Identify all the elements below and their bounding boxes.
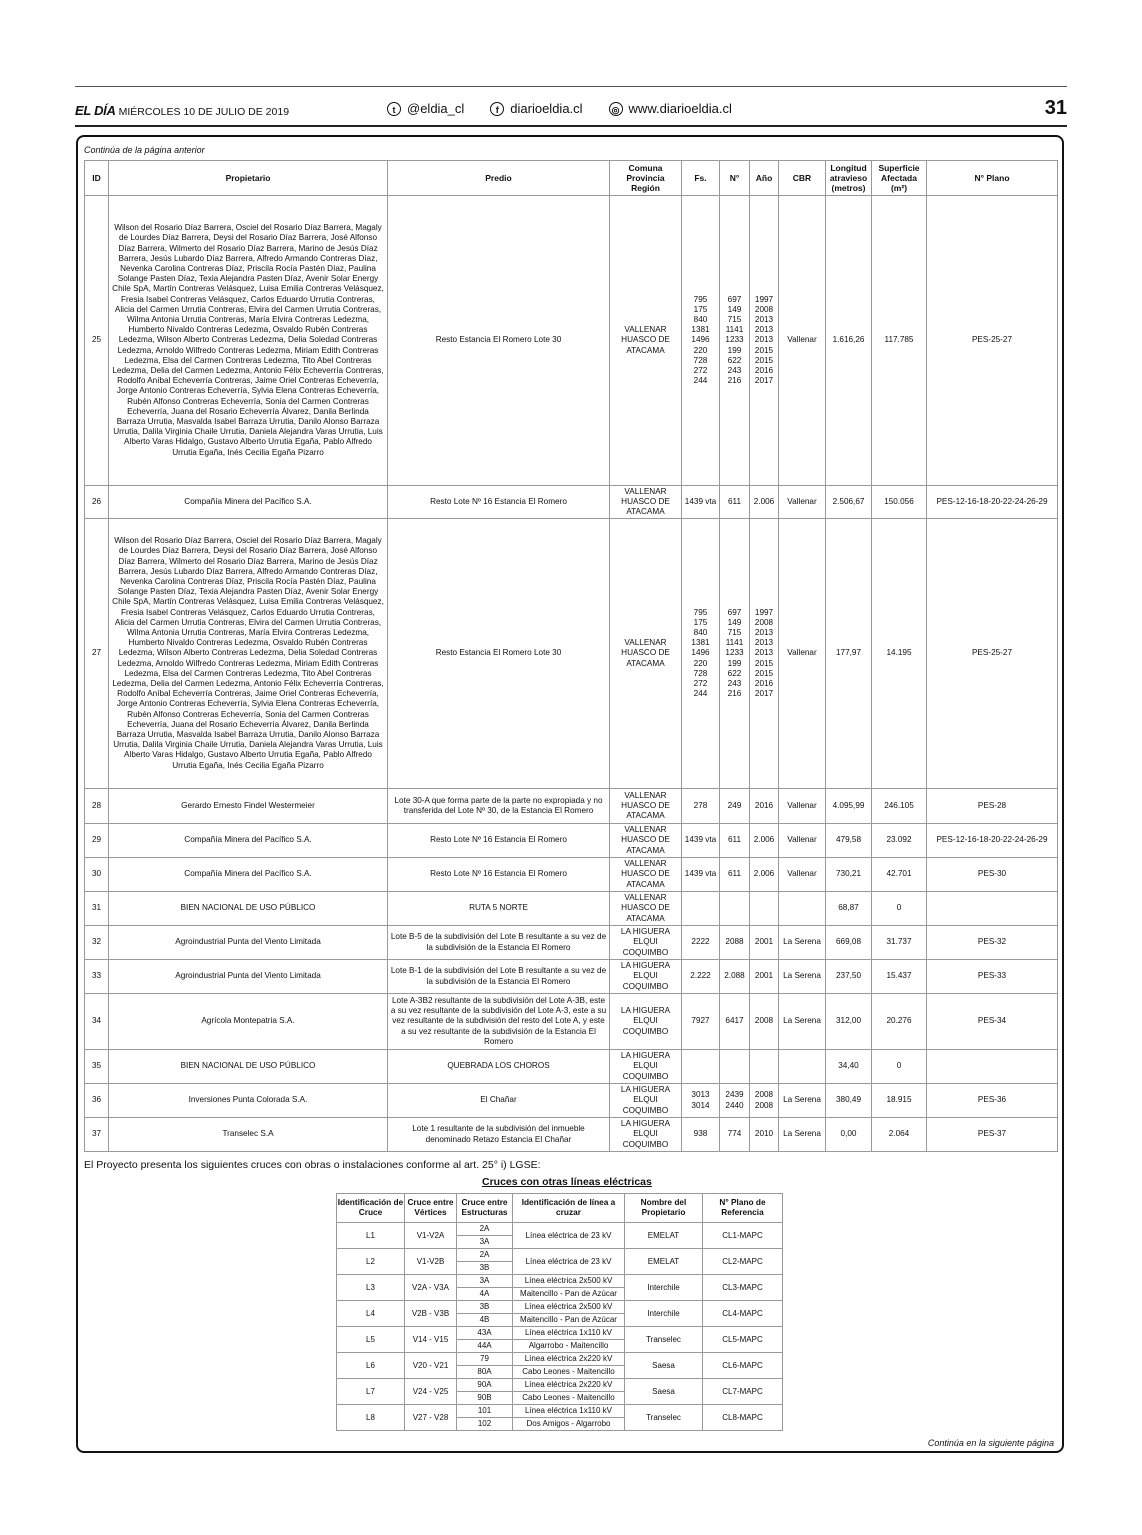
crossing-plan: CL4-MAPC (703, 1301, 783, 1327)
row-id: 34 (85, 994, 109, 1050)
row-fs: 2.222 (682, 960, 720, 994)
crossing-vertices: V1-V2B (405, 1249, 457, 1275)
row-fs: 2222 (682, 926, 720, 960)
row-area: 14.195 (872, 519, 927, 789)
continued-to-label: Continúa en la siguiente página (927, 1438, 1054, 1448)
crossing-structure-start: 43A (457, 1327, 513, 1340)
row-length: 177,97 (826, 519, 872, 789)
crossing-line-name: Línea eléctrica de 23 kV (513, 1249, 625, 1275)
row-id: 37 (85, 1118, 109, 1152)
row-number: 611 (720, 824, 750, 858)
crossing-line-name: Línea eléctrica 2x220 kV (513, 1379, 625, 1392)
row-number: 6417 (720, 994, 750, 1050)
row-plan: PES-34 (927, 994, 1058, 1050)
col-owner: Propietario (109, 161, 388, 196)
row-cbr: Vallenar (779, 789, 826, 824)
row-property: Resto Estancia El Romero Lote 30 (388, 519, 610, 789)
brand-name: EL DÍA (75, 103, 116, 118)
crossings-header-row (337, 1194, 783, 1223)
row-cbr: La Serena (779, 994, 826, 1050)
row-id: 25 (85, 196, 109, 486)
twitter-handle[interactable]: @eldia_cl (407, 101, 465, 116)
crossing-id: L1 (337, 1223, 405, 1249)
row-length: 730,21 (826, 858, 872, 892)
row-owner: Compañía Minera del Pacífico S.A. (109, 858, 388, 892)
row-owner: Wilson del Rosario Díaz Barrera, Osciel del Rosario Díaz Barrera, Magaly de Lourdes Díaz Barrera, Deysi del Rosario Díaz Barrera, José Alfonso Díaz Barrera, Wilmerto del Rosario Díaz Barrera, Marino de Jesús Díaz Barrera, Jesús Lubardo Díaz Barrera, Alfredo Armando Contreras Díaz, Nevenka Carolina Contreras Díaz, Priscila Rocía Pastén Díaz, Paulina Solange Pasten Díaz, Texia Alejandra Pasten Díaz, Avenir Solar Energy Chile SpA, Martín Contreras Velásquez, Luisa Emilia Contreras Velásquez, Fresia Isabel Contreras Velásquez, Carlos Eduardo Urrutia Contreras, Alicia del Carmen Urrutia Contreras, Elvira del Carmen Urrutia Contreras, Wilma Antonia Urrutia Contreras, María Elvira Contreras Ledezma, Humberto Nivaldo Contreras Ledezma, Osvaldo Rubén Contreras Ledezma, Wilson Alberto Contreras Ledezma, Delia Soledad Contreras Ledezma, Arnoldo Wilfredo Contreras Ledezma, Miriam Edith Contreras Ledezma, Elsa del Carmen Contreras Ledezma, Tito Abel Contreras Ledezma, Delia del Carmen Ledezma, Antonio Félix Echeverría Contreras, Rodolfo Aníbal Echeverría Contreras, Jaime Oriel Contreras Echeverría, Jorge Antonio Contreras Echeverría, Sylvia Elena Contreras Echeverría, Rubén Alfonso Contreras Echeverría, Sonia del Carmen Contreras Echeverría, Juana del Rosario Echeverría Álvarez, Danila Berlinda Barraza Urrutia, Masvalda Isabel Barraza Urrutia, Danilo Alonso Barraza Urrutia, Dalila Virginia Chaile Urrutia, Daniela Alejandra Varas Urrutia, Luis Alberto Varas Hidalgo, Gustavo Alberto Urrutia Egaña, Pablo Alfredo Urrutia Egaña, Inés Cecilia Egaña Pizarro (109, 519, 388, 789)
row-id: 32 (85, 926, 109, 960)
crossing-vertices: V1-V2A (405, 1223, 457, 1249)
row-owner: Compañía Minera del Pacífico S.A. (109, 824, 388, 858)
row-number: 697 149 715 1141 1233 199 622 243 216 (720, 196, 750, 486)
row-cbr: Vallenar (779, 824, 826, 858)
continued-from-label: Continúa de la página anterior (84, 145, 205, 155)
row-year: 2.006 (750, 858, 779, 892)
row-cbr: La Serena (779, 926, 826, 960)
row-length: 479,58 (826, 824, 872, 858)
crossing-structure-start: 2A (457, 1249, 513, 1262)
table-row (85, 1050, 1058, 1084)
crossing-structure-end: 3B (457, 1262, 513, 1275)
table-row (85, 789, 1058, 824)
row-cbr: Vallenar (779, 858, 826, 892)
col-commune: Comuna Provincia Región (610, 161, 682, 196)
row-length: 237,50 (826, 960, 872, 994)
crossing-line-name: Línea eléctrica 2x500 kV (513, 1301, 625, 1314)
row-fs (682, 1050, 720, 1084)
row-length: 380,49 (826, 1084, 872, 1118)
col-property: Predio (388, 161, 610, 196)
row-commune: VALLENAR HUASCO DE ATACAMA (610, 858, 682, 892)
row-area: 117.785 (872, 196, 927, 486)
col-area: Superficie Afectada (m²) (872, 161, 927, 196)
row-plan: PES-12-16-18-20-22-24-26-29 (927, 824, 1058, 858)
crossing-row (337, 1275, 783, 1288)
row-year (750, 892, 779, 926)
row-year: 1997 2008 2013 2013 2013 2015 2015 2016 2017 (750, 196, 779, 486)
row-fs: 278 (682, 789, 720, 824)
crossings-note: El Proyecto presenta los siguientes cruces con obras o instalaciones conforme al art. 25° i) LGSE: (84, 1159, 541, 1171)
crossing-vertices: V14 - V15 (405, 1327, 457, 1353)
row-property: Resto Lote Nº 16 Estancia El Romero (388, 824, 610, 858)
crossing-owner: Transelec (625, 1405, 703, 1431)
crossing-id: L7 (337, 1379, 405, 1405)
row-area: 15.437 (872, 960, 927, 994)
col-cbr: CBR (779, 161, 826, 196)
row-plan: PES-25-27 (927, 196, 1058, 486)
row-property: RUTA 5 NORTE (388, 892, 610, 926)
col-vertices: Cruce entre Vértices (405, 1194, 457, 1223)
row-fs: 1439 vta (682, 824, 720, 858)
crossing-row (337, 1327, 783, 1340)
crossing-id: L5 (337, 1327, 405, 1353)
crossing-id: L4 (337, 1301, 405, 1327)
crossing-owner: EMELAT (625, 1223, 703, 1249)
row-number: 611 (720, 858, 750, 892)
facebook-handle[interactable]: diarioeldia.cl (510, 101, 583, 116)
row-area: 20.276 (872, 994, 927, 1050)
crossing-line-route: Maitencillo - Pan de Azúcar (513, 1314, 625, 1327)
row-owner: Compañía Minera del Pacífico S.A. (109, 486, 388, 519)
table-row (85, 994, 1058, 1050)
row-plan: PES-37 (927, 1118, 1058, 1152)
row-plan: PES-12-16-18-20-22-24-26-29 (927, 486, 1058, 519)
row-year: 2008 (750, 994, 779, 1050)
row-commune: VALLENAR HUASCO DE ATACAMA (610, 789, 682, 824)
crossing-id: L8 (337, 1405, 405, 1431)
row-number: 2439 2440 (720, 1084, 750, 1118)
col-crossing-id: Identificación de Cruce (337, 1194, 405, 1223)
row-id: 28 (85, 789, 109, 824)
row-property: Lote A-3B2 resultante de la subdivisión del Lote A-3B, este a su vez resultante de la subdivisión del Lote A-3, este a su vez resultante de la subdivisión del resto del Lote A, y este a su vez resultante de la subdivisión de la Estancia El Romero (388, 994, 610, 1050)
row-area: 0 (872, 892, 927, 926)
crossing-id: L2 (337, 1249, 405, 1275)
masthead (75, 103, 289, 118)
table-row (85, 196, 1058, 486)
crossing-structure-start: 3B (457, 1301, 513, 1314)
row-area: 18.915 (872, 1084, 927, 1118)
row-number: 2.088 (720, 960, 750, 994)
row-id: 31 (85, 892, 109, 926)
col-number: N° (720, 161, 750, 196)
row-owner: Wilson del Rosario Díaz Barrera, Osciel del Rosario Díaz Barrera, Magaly de Lourdes Díaz Barrera, Deysi del Rosario Díaz Barrera, José Alfonso Díaz Barrera, Wilmerto del Rosario Díaz Barrera, Marino de Jesús Díaz Barrera, Jesús Lubardo Díaz Barrera, Alfredo Armando Contreras Díaz, Nevenka Carolina Contreras Díaz, Priscila Rocía Pastén Díaz, Paulina Solange Pasten Díaz, Texia Alejandra Pasten Díaz, Avenir Solar Energy Chile SpA, Martín Contreras Velásquez, Luisa Emilia Contreras Velásquez, Fresia Isabel Contreras Velásquez, Carlos Eduardo Urrutia Contreras, Alicia del Carmen Urrutia Contreras, Elvira del Carmen Urrutia Contreras, Wilma Antonia Urrutia Contreras, María Elvira Contreras Ledezma, Humberto Nivaldo Contreras Ledezma, Osvaldo Rubén Contreras Ledezma, Wilson Alberto Contreras Ledezma, Delia Soledad Contreras Ledezma, Arnoldo Wilfredo Contreras Ledezma, Miriam Edith Contreras Ledezma, Elsa del Carmen Contreras Ledezma, Tito Abel Contreras Ledezma, Delia del Carmen Ledezma, Antonio Félix Echeverría Contreras, Rodolfo Aníbal Echeverría Contreras, Jaime Oriel Contreras Echeverría, Jorge Antonio Contreras Echeverría, Sylvia Elena Contreras Echeverría, Rubén Alfonso Contreras Echeverría, Sonia del Carmen Contreras Echeverría, Juana del Rosario Echeverría Álvarez, Danila Berlinda Barraza Urrutia, Masvalda Isabel Barraza Urrutia, Danilo Alonso Barraza Urrutia, Dalila Virginia Chaile Urrutia, Daniela Alejandra Varas Urrutia, Luis Alberto Varas Hidalgo, Gustavo Alberto Urrutia Egaña, Pablo Alfredo Urrutia Egaña, Inés Cecilia Egaña Pizarro (109, 196, 388, 486)
table-row (85, 892, 1058, 926)
row-length: 34,40 (826, 1050, 872, 1084)
crossing-owner: Interchile (625, 1301, 703, 1327)
row-owner: Agrícola Montepatria S.A. (109, 994, 388, 1050)
crossing-owner: Transelec (625, 1327, 703, 1353)
row-cbr: La Serena (779, 1084, 826, 1118)
crossing-plan: CL7-MAPC (703, 1379, 783, 1405)
crossing-row (337, 1353, 783, 1366)
row-commune: VALLENAR HUASCO DE ATACAMA (610, 486, 682, 519)
row-year (750, 1050, 779, 1084)
row-commune: VALLENAR HUASCO DE ATACAMA (610, 892, 682, 926)
row-fs: 1439 vta (682, 858, 720, 892)
page-number: 31 (1044, 97, 1067, 119)
crossing-structure-end: 4A (457, 1288, 513, 1301)
row-area: 2.064 (872, 1118, 927, 1152)
row-length: 1.616,26 (826, 196, 872, 486)
row-commune: LA HIGUERA ELQUI COQUIMBO (610, 960, 682, 994)
col-structures: Cruce entre Estructuras (457, 1194, 513, 1223)
col-line-owner: Nombre del Propietario (625, 1194, 703, 1223)
crossing-structure-end: 4B (457, 1314, 513, 1327)
row-plan: PES-36 (927, 1084, 1058, 1118)
crossing-plan: CL5-MAPC (703, 1327, 783, 1353)
row-id: 26 (85, 486, 109, 519)
crossing-plan: CL8-MAPC (703, 1405, 783, 1431)
row-property: Lote B-5 de la subdivisión del Lote B resultante a su vez de la subdivisión de la Estancia El Romero (388, 926, 610, 960)
row-fs: 1439 vta (682, 486, 720, 519)
row-cbr (779, 1050, 826, 1084)
row-fs: 795 175 840 1381 1496 220 728 272 244 (682, 519, 720, 789)
row-plan: PES-28 (927, 789, 1058, 824)
row-year: 1997 2008 2013 2013 2013 2015 2015 2016 2017 (750, 519, 779, 789)
row-length: 68,87 (826, 892, 872, 926)
crossing-line-name: Línea eléctrica 2x220 kV (513, 1353, 625, 1366)
row-owner: Transelec S.A (109, 1118, 388, 1152)
row-year: 2001 (750, 926, 779, 960)
globe-icon: ◎ (609, 102, 623, 116)
facebook-icon: f (490, 102, 504, 116)
crossing-structure-start: 101 (457, 1405, 513, 1418)
crossing-row (337, 1223, 783, 1236)
row-plan (927, 892, 1058, 926)
crossing-line-route: Maitencillo - Pan de Azúcar (513, 1288, 625, 1301)
table-row (85, 926, 1058, 960)
properties-table (84, 160, 1058, 1152)
row-number: 2088 (720, 926, 750, 960)
row-property: El Chañar (388, 1084, 610, 1118)
crossing-structure-end: 90B (457, 1392, 513, 1405)
row-property: Resto Lote Nº 16 Estancia El Romero (388, 858, 610, 892)
row-fs: 7927 (682, 994, 720, 1050)
row-owner: BIEN NACIONAL DE USO PÚBLICO (109, 1050, 388, 1084)
crossing-line-route: Dos Amigos - Algarrobo (513, 1418, 625, 1431)
crossing-vertices: V2B - V3B (405, 1301, 457, 1327)
crossing-owner: Interchile (625, 1275, 703, 1301)
row-cbr: Vallenar (779, 519, 826, 789)
row-plan (927, 1050, 1058, 1084)
col-plan: N° Plano (927, 161, 1058, 196)
crossing-row (337, 1405, 783, 1418)
row-commune: LA HIGUERA ELQUI COQUIMBO (610, 1118, 682, 1152)
table-header-row (85, 161, 1058, 196)
col-id: ID (85, 161, 109, 196)
page-header (75, 86, 1067, 127)
crossing-owner: Saesa (625, 1353, 703, 1379)
col-year: Año (750, 161, 779, 196)
crossing-line-name: Línea eléctrica 1x110 kV (513, 1327, 625, 1340)
table-row (85, 960, 1058, 994)
row-id: 27 (85, 519, 109, 789)
row-length: 4.095,99 (826, 789, 872, 824)
row-fs (682, 892, 720, 926)
row-commune: VALLENAR HUASCO DE ATACAMA (610, 519, 682, 789)
row-commune: LA HIGUERA ELQUI COQUIMBO (610, 994, 682, 1050)
row-owner: Inversiones Punta Colorada S.A. (109, 1084, 388, 1118)
crossings-title: Cruces con otras líneas eléctricas (482, 1176, 652, 1188)
row-length: 312,00 (826, 994, 872, 1050)
row-year: 2008 2008 (750, 1084, 779, 1118)
crossing-plan: CL1-MAPC (703, 1223, 783, 1249)
row-id: 33 (85, 960, 109, 994)
row-number: 697 149 715 1141 1233 199 622 243 216 (720, 519, 750, 789)
row-fs: 795 175 840 1381 1496 220 728 272 244 (682, 196, 720, 486)
row-commune: LA HIGUERA ELQUI COQUIMBO (610, 926, 682, 960)
row-id: 35 (85, 1050, 109, 1084)
col-reference-plan: N° Plano de Referencia (703, 1194, 783, 1223)
row-number: 611 (720, 486, 750, 519)
row-area: 246.105 (872, 789, 927, 824)
row-plan: PES-30 (927, 858, 1058, 892)
crossing-line-route: Cabo Leones - Maitencillo (513, 1366, 625, 1379)
col-length: Longitud atravieso (metros) (826, 161, 872, 196)
crossing-vertices: V27 - V28 (405, 1405, 457, 1431)
crossing-owner: EMELAT (625, 1249, 703, 1275)
row-commune: VALLENAR HUASCO DE ATACAMA (610, 824, 682, 858)
row-commune: VALLENAR HUASCO DE ATACAMA (610, 196, 682, 486)
crossing-line-name: Línea eléctrica 2x500 kV (513, 1275, 625, 1288)
crossing-structure-end: 102 (457, 1418, 513, 1431)
row-owner: BIEN NACIONAL DE USO PÚBLICO (109, 892, 388, 926)
crossing-plan: CL3-MAPC (703, 1275, 783, 1301)
row-owner: Agroindustrial Punta del Viento Limitada (109, 926, 388, 960)
row-area: 31.737 (872, 926, 927, 960)
crossing-row (337, 1379, 783, 1392)
crossing-plan: CL6-MAPC (703, 1353, 783, 1379)
row-cbr: Vallenar (779, 486, 826, 519)
crossing-structure-start: 79 (457, 1353, 513, 1366)
twitter-icon: t (387, 102, 401, 116)
issue-date: MIÉRCOLES 10 DE JULIO DE 2019 (118, 106, 290, 118)
col-fs: Fs. (682, 161, 720, 196)
row-number: 774 (720, 1118, 750, 1152)
row-year: 2.006 (750, 824, 779, 858)
row-area: 42.701 (872, 858, 927, 892)
crossing-owner: Saesa (625, 1379, 703, 1405)
crossing-plan: CL2-MAPC (703, 1249, 783, 1275)
row-number: 249 (720, 789, 750, 824)
crossing-row (337, 1249, 783, 1262)
row-property: Resto Lote Nº 16 Estancia El Romero (388, 486, 610, 519)
crossing-id: L3 (337, 1275, 405, 1301)
row-commune: LA HIGUERA ELQUI COQUIMBO (610, 1084, 682, 1118)
crossing-structure-start: 90A (457, 1379, 513, 1392)
row-area: 0 (872, 1050, 927, 1084)
crossing-vertices: V24 - V25 (405, 1379, 457, 1405)
row-plan: PES-25-27 (927, 519, 1058, 789)
row-cbr: La Serena (779, 960, 826, 994)
row-year: 2.006 (750, 486, 779, 519)
crossing-line-name: Línea eléctrica de 23 kV (513, 1223, 625, 1249)
crossing-id: L6 (337, 1353, 405, 1379)
row-id: 29 (85, 824, 109, 858)
crossing-vertices: V2A - V3A (405, 1275, 457, 1301)
crossing-structure-end: 44A (457, 1340, 513, 1353)
row-plan: PES-33 (927, 960, 1058, 994)
row-area: 23.092 (872, 824, 927, 858)
table-row (85, 519, 1058, 789)
row-plan: PES-32 (927, 926, 1058, 960)
row-fs: 3013 3014 (682, 1084, 720, 1118)
row-year: 2001 (750, 960, 779, 994)
table-row (85, 824, 1058, 858)
crossing-structure-end: 3A (457, 1236, 513, 1249)
row-length: 0,00 (826, 1118, 872, 1152)
row-number (720, 1050, 750, 1084)
row-property: Resto Estancia El Romero Lote 30 (388, 196, 610, 486)
crossing-line-name: Línea eléctrica 1x110 kV (513, 1405, 625, 1418)
row-property: Lote 1 resultante de la subdivisión del inmueble denominado Retazo Estancia El Chañar (388, 1118, 610, 1152)
row-cbr (779, 892, 826, 926)
row-cbr: Vallenar (779, 196, 826, 486)
row-id: 36 (85, 1084, 109, 1118)
social-links (387, 101, 732, 116)
row-area: 150.056 (872, 486, 927, 519)
row-number (720, 892, 750, 926)
crossing-line-route: Algarrobo - Maitencillo (513, 1340, 625, 1353)
row-length: 2.506,67 (826, 486, 872, 519)
table-row (85, 486, 1058, 519)
crossing-structure-start: 2A (457, 1223, 513, 1236)
row-year: 2010 (750, 1118, 779, 1152)
row-owner: Gerardo Ernesto Findel Westermeier (109, 789, 388, 824)
row-property: Lote B-1 de la subdivisión del Lote B resultante a su vez de la subdivisión de la Estancia El Romero (388, 960, 610, 994)
row-property: QUEBRADA LOS CHOROS (388, 1050, 610, 1084)
crossing-structure-end: 80A (457, 1366, 513, 1379)
row-id: 30 (85, 858, 109, 892)
crossing-row (337, 1301, 783, 1314)
table-row (85, 1118, 1058, 1152)
col-line: Identificación de línea a cruzar (513, 1194, 625, 1223)
crossing-structure-start: 3A (457, 1275, 513, 1288)
row-fs: 938 (682, 1118, 720, 1152)
table-row (85, 858, 1058, 892)
crossings-table (336, 1193, 783, 1431)
table-row (85, 1084, 1058, 1118)
crossing-vertices: V20 - V21 (405, 1353, 457, 1379)
row-commune: LA HIGUERA ELQUI COQUIMBO (610, 1050, 682, 1084)
crossing-line-route: Cabo Leones - Maitencillo (513, 1392, 625, 1405)
row-length: 669,08 (826, 926, 872, 960)
row-year: 2016 (750, 789, 779, 824)
website-link[interactable]: www.diarioeldia.cl (628, 101, 732, 116)
row-owner: Agroindustrial Punta del Viento Limitada (109, 960, 388, 994)
row-property: Lote 30-A que forma parte de la parte no expropiada y no transferida del Lote Nº 30, de la Estancia El Romero (388, 789, 610, 824)
row-cbr: La Serena (779, 1118, 826, 1152)
